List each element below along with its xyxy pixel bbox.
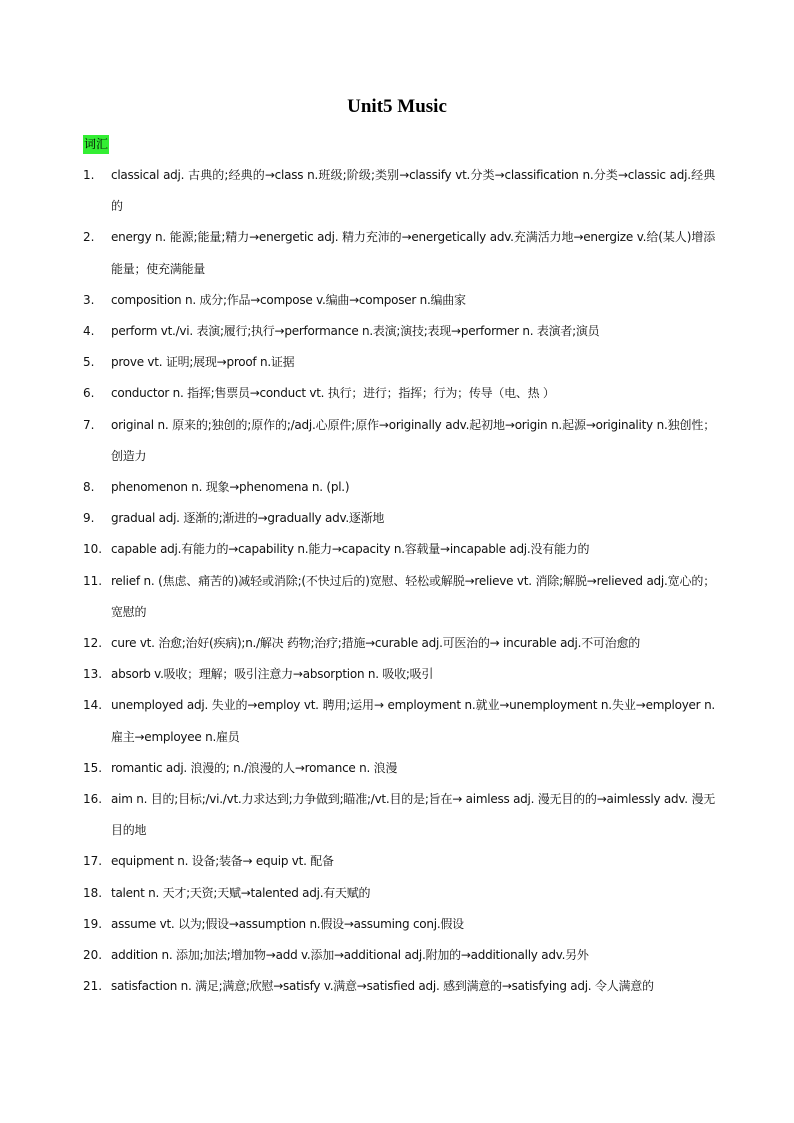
vocab-item xyxy=(0,940,794,971)
vocab-item-number: 7. xyxy=(83,417,95,432)
vocab-item-number: 18. xyxy=(83,885,103,900)
vocab-item xyxy=(0,909,794,940)
vocab-item-text: classical adj. 古典的;经典的→class n.班级;阶级;类别→classify vt.分类→classification n.分类→classic adj.经典的 xyxy=(111,168,715,214)
vocab-item-number: 21. xyxy=(83,979,103,994)
vocab-item-number: 2. xyxy=(83,230,95,245)
vocab-item-number: 9. xyxy=(83,511,95,526)
vocab-item-text: composition n. 成分;作品→compose v.编曲→composer n.编曲家 xyxy=(111,292,466,307)
vocab-item-number: 12. xyxy=(83,636,103,651)
vocab-item-number: 5. xyxy=(83,355,95,370)
vocab-item xyxy=(0,753,794,784)
vocab-item xyxy=(0,659,794,690)
vocab-item-text: romantic adj. 浪漫的; n./浪漫的人→romance n. 浪漫 xyxy=(111,760,398,775)
vocab-item-text: phenomenon n. 现象→phenomena n. (pl.) xyxy=(111,480,350,495)
vocab-item xyxy=(0,971,794,1002)
vocab-item-number: 11. xyxy=(83,573,103,588)
vocab-item-text: addition n. 添加;加法;增加物→add v.添加→additional adj.附加的→additionally adv.另外 xyxy=(111,948,589,963)
vocab-item xyxy=(0,472,794,503)
vocab-item xyxy=(0,410,794,472)
vocab-item xyxy=(0,628,794,659)
vocab-item-number: 1. xyxy=(83,168,95,182)
vocab-item-text: energy n. 能源;能量;精力→energetic adj. 精力充沛的→energetically adv.充满活力地→energize v.给(某人)增添能量；使充满能量 xyxy=(111,230,715,276)
vocab-item-text: satisfaction n. 满足;满意;欣慰→satisfy v.满意→satisfied adj. 感到满意的→satisfying adj. 令人满意的 xyxy=(111,979,654,994)
vocab-item-text: capable adj.有能力的→capability n.能力→capacity n.容载量→incapable adj.没有能力的 xyxy=(111,542,590,557)
page-title: Unit5 Music xyxy=(347,96,447,117)
vocab-item xyxy=(0,566,794,628)
vocab-item-number: 6. xyxy=(83,386,95,401)
vocab-item xyxy=(0,878,794,909)
vocab-item-text: perform vt./vi. 表演;履行;执行→performance n.表演;演技;表现→performer n. 表演者;演员 xyxy=(111,324,600,339)
vocab-item-number: 8. xyxy=(83,480,95,495)
vocab-item-number: 13. xyxy=(83,667,103,682)
vocab-item-number: 4. xyxy=(83,324,95,339)
vocab-item-text: unemployed adj. 失业的→employ vt. 聘用;运用→ employment n.就业→unemployment n.失业→employer n.雇主→employee n.雇员 xyxy=(111,698,715,744)
vocab-item-text: talent n. 天才;天资;天赋→talented adj.有天赋的 xyxy=(111,885,371,900)
vocab-item xyxy=(0,285,794,316)
vocab-item-number: 10. xyxy=(83,542,103,557)
vocab-item-number: 3. xyxy=(83,292,95,307)
vocab-item-text: absorb v.吸收；理解；吸引注意力→absorption n. 吸收;吸引 xyxy=(111,667,434,682)
vocab-item-text: equipment n. 设备;装备→ equip vt. 配备 xyxy=(111,854,334,869)
vocab-item xyxy=(0,503,794,534)
vocabulary-list xyxy=(0,160,794,1002)
vocab-item-text: cure vt. 治愈;治好(疾病);n./解决 药物;治疗;措施→curable adj.可医治的→ incurable adj.不可治愈的 xyxy=(111,636,640,651)
vocab-item-text: gradual adj. 逐渐的;渐进的→gradually adv.逐渐地 xyxy=(111,511,385,526)
vocab-item-text: assume vt. 以为;假设→assumption n.假设→assuming conj.假设 xyxy=(111,916,464,931)
vocab-item xyxy=(0,347,794,378)
vocab-item-text: relief n. (焦虑、痛苦的)减轻或消除;(不快过后的)宽慰、轻松或解脱→relieve vt. 消除;解脱→relieved adj.宽心的；宽慰的 xyxy=(111,573,715,619)
vocab-item xyxy=(0,846,794,877)
vocab-item-number: 20. xyxy=(83,948,103,963)
vocab-item xyxy=(0,534,794,565)
vocab-item xyxy=(0,378,794,409)
vocab-item-text: aim n. 目的;目标;/vi./vt.力求达到;力争做到;瞄准;/vt.目的是;旨在→ aimless adj. 漫无目的的→aimlessly adv. 漫无目的地 xyxy=(111,792,715,838)
vocab-item xyxy=(0,784,794,846)
vocab-item-text: original n. 原来的;独创的;原作的;/adj.心原件;原作→originally adv.起初地→origin n.起源→originality n.独创性；创造力 xyxy=(111,417,715,463)
vocab-item-text: prove vt. 证明;展现→proof n.证据 xyxy=(111,355,295,370)
section-label-highlight: 词汇 xyxy=(83,135,109,154)
vocab-item-text: conductor n. 指挥;售票员→conduct vt. 执行；进行；指挥；行为；传导（电、热 ） xyxy=(111,386,555,401)
vocab-item-number: 14. xyxy=(83,698,103,713)
vocab-item-number: 16. xyxy=(83,792,103,807)
vocab-item-number: 19. xyxy=(83,916,103,931)
vocab-item-number: 17. xyxy=(83,854,103,869)
vocab-item xyxy=(0,160,794,222)
vocab-item xyxy=(0,222,794,284)
vocab-item xyxy=(0,316,794,347)
vocab-item xyxy=(0,690,794,752)
vocab-item-number: 15. xyxy=(83,760,103,775)
